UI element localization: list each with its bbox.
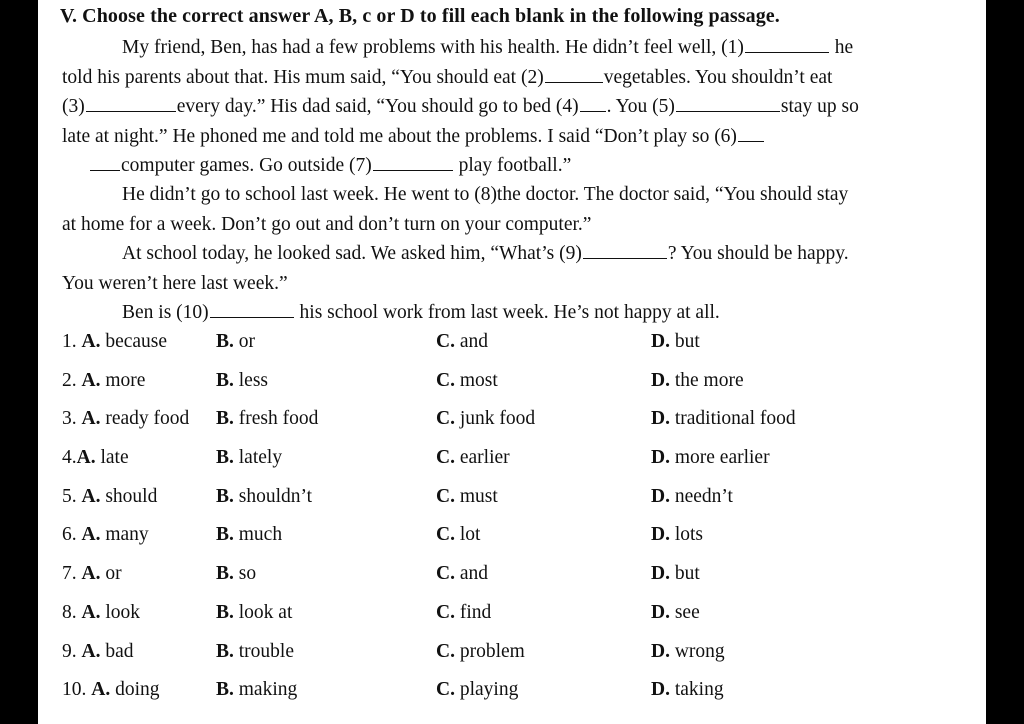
blank-3	[86, 93, 176, 112]
option-letter: B.	[216, 563, 234, 585]
option-b[interactable]	[216, 598, 292, 628]
passage-line: (3) every day.” His dad said, “You should go to bed (4) . You (5) stay up so	[62, 92, 962, 122]
option-d[interactable]	[651, 520, 703, 550]
option-text: see	[674, 601, 700, 623]
option-c[interactable]	[436, 482, 498, 512]
option-d[interactable]	[651, 482, 733, 512]
option-text: ready food	[105, 408, 190, 430]
option-letter: C.	[436, 369, 455, 391]
passage-paragraph-3	[62, 239, 962, 298]
option-letter: A.	[81, 331, 101, 352]
question-number: 9.	[62, 640, 77, 662]
option-c[interactable]	[436, 675, 518, 705]
option-text: find	[459, 601, 492, 623]
option-text: so	[238, 563, 257, 585]
option-b[interactable]	[216, 559, 256, 589]
option-a[interactable]	[62, 443, 129, 473]
option-letter: B.	[216, 447, 234, 469]
option-a[interactable]	[62, 559, 122, 589]
question-number: 7.	[62, 563, 77, 585]
option-b[interactable]	[216, 520, 282, 550]
option-letter: A.	[81, 601, 101, 623]
option-letter: B.	[216, 408, 234, 430]
blank-7	[373, 152, 453, 171]
option-letter: A.	[81, 408, 101, 430]
option-text: lately	[238, 447, 283, 469]
option-letter: A.	[76, 447, 96, 469]
question-number: 5.	[62, 485, 77, 507]
option-text: the more	[674, 369, 744, 391]
option-text: most	[459, 369, 498, 391]
option-letter: B.	[216, 524, 234, 546]
option-text: many	[105, 524, 149, 546]
option-c[interactable]	[436, 637, 525, 667]
option-a[interactable]	[62, 598, 140, 628]
option-text: lots	[674, 524, 704, 546]
option-letter: A.	[81, 485, 101, 507]
option-text: lot	[459, 524, 481, 546]
option-letter: D.	[651, 369, 670, 391]
option-letter: D.	[651, 485, 670, 507]
option-letter: D.	[651, 524, 670, 546]
worksheet-page	[38, 0, 986, 724]
question-row	[62, 675, 962, 714]
answer-options	[62, 327, 962, 714]
question-number: 2.	[62, 369, 77, 391]
option-text: playing	[459, 679, 519, 701]
option-letter: D.	[651, 640, 670, 662]
option-text: trouble	[238, 640, 294, 662]
option-text: making	[238, 679, 298, 701]
question-number: 6.	[62, 524, 77, 546]
option-b[interactable]	[216, 675, 297, 705]
option-text: should	[105, 485, 158, 507]
option-text: look at	[238, 601, 293, 623]
question-row	[62, 637, 962, 676]
blank-9	[583, 240, 667, 259]
option-letter: D.	[651, 331, 670, 352]
option-text: or	[105, 563, 122, 585]
exercise-heading: V. Choose the correct answer A, B, c or D to fill each blank in the following passage.	[60, 5, 780, 27]
blank-6-continued	[90, 152, 120, 171]
blank-6	[738, 123, 764, 142]
option-letter: D.	[651, 679, 670, 701]
question-row	[62, 559, 962, 598]
passage-line: My friend, Ben, has had a few problems with his health. He didn’t feel well, (1) he	[62, 33, 962, 63]
option-text: shouldn’t	[238, 485, 313, 507]
question-number: 1.	[62, 331, 77, 352]
option-letter: C.	[436, 524, 455, 546]
option-b[interactable]	[216, 366, 268, 396]
option-letter: D.	[651, 408, 670, 430]
option-c[interactable]	[436, 404, 535, 434]
passage-line: told his parents about that. His mum said, “You should eat (2) vegetables. You shouldn’t eat	[62, 63, 962, 93]
option-c[interactable]	[436, 327, 488, 357]
passage-line: at home for a week. Don’t go out and don’t turn on your computer.”	[62, 213, 592, 235]
option-d[interactable]	[651, 443, 770, 473]
question-number: 4.	[62, 447, 77, 469]
option-text: doing	[115, 679, 160, 701]
option-d[interactable]	[651, 404, 796, 434]
passage-line: computer games. Go outside (7) play football.”	[62, 151, 962, 181]
question-row	[62, 327, 962, 366]
passage-paragraph-1	[62, 33, 962, 181]
option-letter: A.	[81, 563, 101, 585]
option-text: and	[459, 563, 488, 585]
option-d[interactable]	[651, 637, 725, 667]
option-letter: C.	[436, 447, 455, 469]
question-row	[62, 520, 962, 559]
option-text: less	[238, 369, 269, 391]
option-text: must	[459, 485, 498, 507]
option-letter: C.	[436, 331, 455, 352]
option-letter: B.	[216, 485, 234, 507]
option-b[interactable]	[216, 482, 312, 512]
option-text: more earlier	[674, 447, 770, 469]
passage-line: At school today, he looked sad. We asked him, “What’s (9) ? You should be happy.	[62, 239, 962, 269]
blank-10	[210, 299, 294, 318]
option-text: but	[674, 331, 700, 352]
option-b[interactable]	[216, 404, 318, 434]
question-number: 8.	[62, 601, 77, 623]
option-text: bad	[105, 640, 134, 662]
option-letter: D.	[651, 447, 670, 469]
option-text: traditional food	[674, 408, 796, 430]
option-text: wrong	[674, 640, 725, 662]
option-c[interactable]	[436, 520, 480, 550]
option-c[interactable]	[436, 443, 510, 473]
option-text: problem	[459, 640, 525, 662]
option-d[interactable]	[651, 327, 700, 357]
option-d[interactable]	[651, 675, 724, 705]
option-letter: D.	[651, 601, 670, 623]
option-a[interactable]	[62, 520, 149, 550]
passage-line: Ben is (10) his school work from last week. He’s not happy at all.	[62, 298, 962, 328]
passage-paragraph-4	[62, 298, 962, 328]
option-d[interactable]	[651, 366, 744, 396]
option-b[interactable]	[216, 327, 255, 357]
option-c[interactable]	[436, 598, 491, 628]
blank-2	[545, 64, 603, 83]
option-letter: B.	[216, 331, 234, 352]
option-a[interactable]	[62, 637, 134, 667]
option-letter: A.	[81, 640, 101, 662]
option-text: much	[238, 524, 283, 546]
option-letter: D.	[651, 563, 670, 585]
option-a[interactable]	[62, 327, 167, 357]
option-text: or	[238, 331, 256, 352]
option-letter: B.	[216, 640, 234, 662]
option-a[interactable]	[62, 404, 189, 434]
blank-1	[745, 34, 829, 53]
question-number: 3.	[62, 408, 77, 430]
option-text: more	[105, 369, 146, 391]
question-row	[62, 482, 962, 521]
question-row	[62, 404, 962, 443]
option-a[interactable]	[62, 366, 145, 396]
option-text: look	[105, 601, 141, 623]
blank-4	[580, 93, 606, 112]
option-b[interactable]	[216, 637, 294, 667]
option-text: earlier	[459, 447, 510, 469]
option-c[interactable]	[436, 559, 488, 589]
option-letter: C.	[436, 563, 455, 585]
option-b[interactable]	[216, 443, 282, 473]
option-d[interactable]	[651, 559, 700, 589]
option-letter: C.	[436, 485, 455, 507]
option-text: and	[459, 331, 488, 352]
option-text: taking	[674, 679, 724, 701]
option-text: fresh food	[238, 408, 319, 430]
option-text: junk food	[459, 408, 536, 430]
option-letter: C.	[436, 640, 455, 662]
option-d[interactable]	[651, 598, 700, 628]
option-letter: A.	[81, 524, 101, 546]
option-text: because	[105, 331, 168, 352]
option-letter: B.	[216, 679, 234, 701]
option-letter: B.	[216, 601, 234, 623]
option-letter: B.	[216, 369, 234, 391]
option-text: late	[100, 447, 129, 469]
question-number: 10.	[62, 679, 87, 701]
passage-paragraph-2	[62, 180, 962, 239]
option-text: but	[674, 563, 700, 585]
passage-line: late at night.” He phoned me and told me about the problems. I said “Don’t play so (6)	[62, 122, 962, 152]
option-text: needn’t	[674, 485, 733, 507]
question-row	[62, 443, 962, 482]
option-a[interactable]	[62, 675, 160, 705]
question-row	[62, 598, 962, 637]
option-letter: C.	[436, 408, 455, 430]
blank-5	[676, 93, 780, 112]
option-a[interactable]	[62, 482, 157, 512]
option-letter: A.	[81, 369, 101, 391]
question-row	[62, 366, 962, 405]
passage-line: You weren’t here last week.”	[62, 272, 288, 294]
option-c[interactable]	[436, 366, 498, 396]
option-letter: C.	[436, 679, 455, 701]
option-letter: C.	[436, 601, 455, 623]
option-letter: A.	[91, 679, 111, 701]
passage-line: He didn’t go to school last week. He went to (8)the doctor. The doctor said, “You should stay	[122, 184, 849, 205]
